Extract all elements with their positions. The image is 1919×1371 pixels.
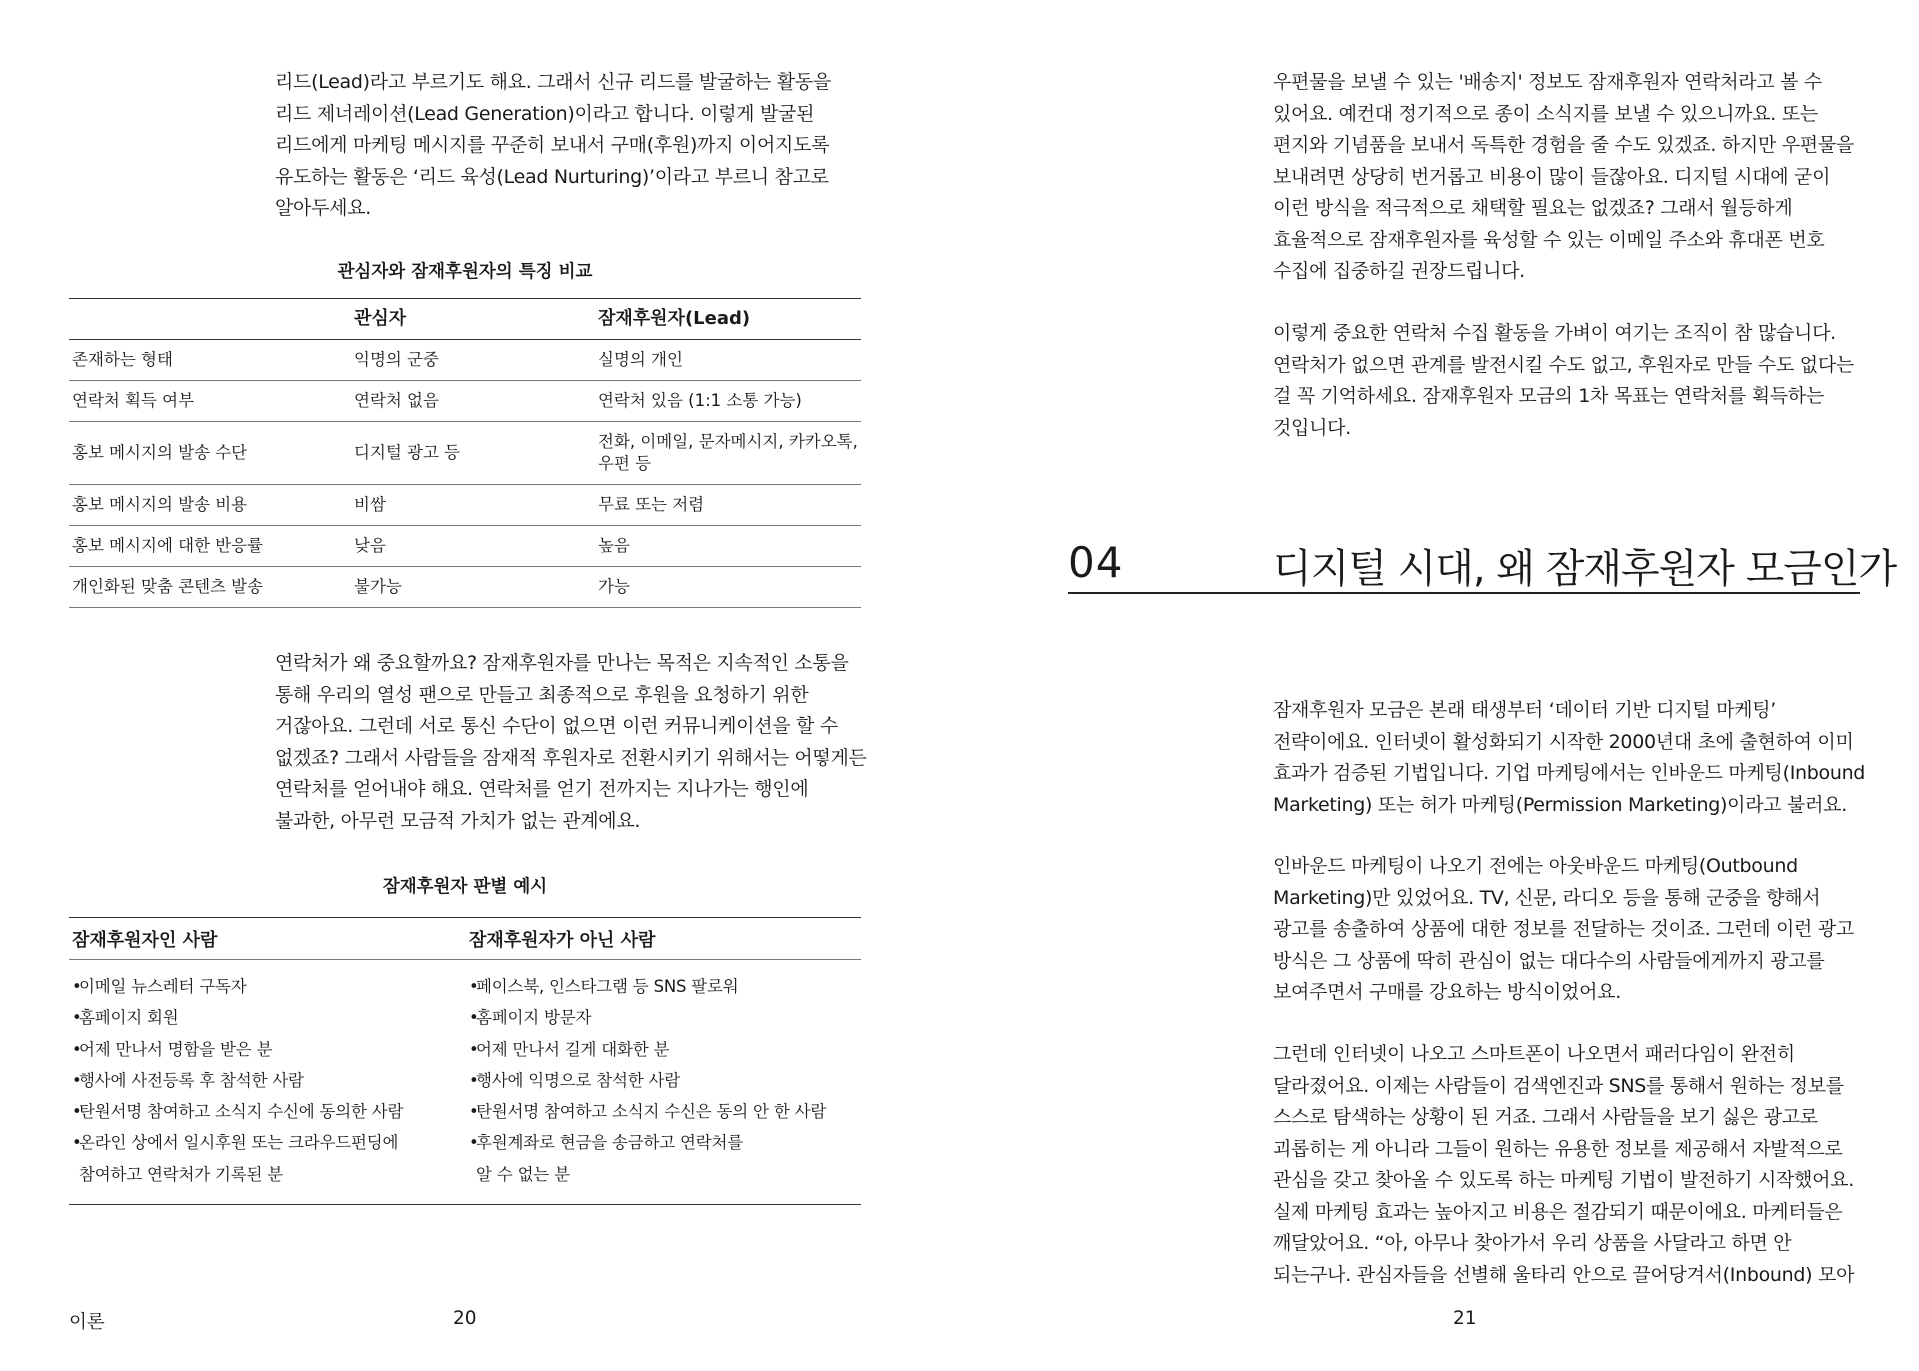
text-line: 불과한, 아무런 모금적 가치가 없는 관계에요.: [275, 809, 641, 832]
table-cell: 비쌈: [354, 495, 386, 514]
table-row: [69, 526, 861, 567]
list-item: • 홈페이지 방문자: [466, 1002, 861, 1033]
top-paragraph-1: [1273, 67, 1854, 288]
table-cell: 낮음: [354, 536, 386, 555]
table-header-cell: 잠재후원자가 아닌 사람: [469, 929, 656, 951]
comparison-table: [69, 298, 861, 608]
text-line: 이렇게 중요한 연락처 수집 활동을 가벼이 여기는 조직이 참 많습니다.: [1273, 322, 1836, 344]
table-cell: 디지털 광고 등: [354, 443, 461, 462]
text-line: 스스로 탐색하는 상황이 된 거죠. 그래서 사람들을 보기 싫은 광고로: [1273, 1106, 1818, 1128]
text-line: 연락처를 얻어내야 해요. 연락처를 얻기 전까지는 지나가는 행인에: [275, 778, 809, 800]
table-row: [69, 567, 861, 608]
text-line: 되는구나. 관심자들을 선별해 울타리 안으로 끌어당겨서(Inbound) 모아: [1273, 1263, 1855, 1286]
lead-examples-table: [69, 917, 861, 1205]
list-item: • 후원계좌로 현금을 송금하고 연락처를 알 수 없는 분: [466, 1127, 861, 1190]
text-line: 전략이에요. 인터넷이 활성화되기 시작한 2000년대 초에 출현하여 이미: [1273, 730, 1854, 753]
table-header-cell: 잠재후원자(Lead): [598, 308, 751, 329]
table-cell: 연락처 있음 (1:1 소통 가능): [598, 391, 802, 410]
list-item: • 이메일 뉴스레터 구독자: [69, 971, 466, 1002]
table-row: [69, 381, 861, 422]
list-item: • 탄원서명 참여하고 소식지 수신에 동의한 사람: [69, 1096, 466, 1127]
text-line: 광고를 송출하여 상품에 대한 정보를 전달하는 것이죠. 그런데 이런 광고: [1273, 918, 1854, 940]
table-cell: 연락처 획득 여부: [72, 391, 195, 410]
text-line: 인바운드 마케팅이 나오기 전에는 아웃바운드 마케팅(Outbound: [1273, 855, 1798, 877]
table-header-cell: 관심자: [354, 308, 407, 329]
list-item: • 어제 만나서 명함을 받은 분: [69, 1034, 466, 1065]
table-header-cell: 잠재후원자인 사람: [72, 929, 218, 951]
list-item: • 행사에 사전등록 후 참석한 사람: [69, 1065, 466, 1096]
text-line: 리드(Lead)라고 부르기도 해요. 그래서 신규 리드를 발굴하는 활동을: [275, 71, 831, 93]
list-item: • 탄원서명 참여하고 소식지 수신은 동의 안 한 사람: [466, 1096, 861, 1127]
body-paragraph-3: [1273, 1039, 1854, 1291]
text-line: 연락처가 없으면 관계를 발전시킬 수도 없고, 후원자로 만들 수도 없다는: [1273, 353, 1854, 376]
page-number: 21: [1453, 1308, 1477, 1329]
table-cell: 홍보 메시지에 대한 반응률: [72, 536, 264, 555]
chapter-divider: [1068, 592, 1860, 594]
table-cell: 홍보 메시지의 발송 비용: [72, 495, 248, 514]
comparison-table-header: [69, 298, 861, 340]
text-line: 연락처가 왜 중요할까요? 잠재후원자를 만나는 목적은 지속적인 소통을: [275, 652, 849, 674]
non-leads-column: [466, 971, 861, 1190]
intro-paragraph: [275, 67, 831, 225]
text-line: 효과가 검증된 기법입니다. 기업 마케팅에서는 인바운드 마케팅(Inbound: [1273, 762, 1866, 784]
text-line: 리드에게 마케팅 메시지를 꾸준히 보내서 구매(후원)까지 이어지도록: [275, 134, 830, 156]
text-line: 리드 제너레이션(Lead Generation)이라고 합니다. 이렇게 발굴된: [275, 102, 815, 125]
text-line: Marketing) 또는 허가 마케팅(Permission Marketing)이라고 불러요.: [1273, 793, 1847, 816]
text-line: 실제 마케팅 효과는 높아지고 비용은 절감되기 때문이에요. 마케터들은: [1273, 1200, 1843, 1223]
lead-table-caption: 잠재후원자 판별 예시: [382, 877, 548, 897]
body-paragraph-2: [1273, 851, 1854, 1009]
chapter-number: 04: [1068, 538, 1124, 587]
table-cell: 홍보 메시지의 발송 수단: [72, 443, 248, 462]
table-row: [69, 422, 861, 485]
text-line: 보여주면서 구매를 강요하는 방식이었어요.: [1273, 981, 1621, 1003]
table-cell: 개인화된 맞춤 콘텐츠 발송: [72, 577, 264, 596]
text-line: 보내려면 상당히 번거롭고 비용이 많이 들잖아요. 디지털 시대에 굳이: [1273, 165, 1831, 188]
text-line: 효율적으로 잠재후원자를 육성할 수 있는 이메일 주소와 휴대폰 번호: [1273, 228, 1825, 251]
footer-section-label: 이론: [69, 1312, 105, 1333]
leads-column: [69, 971, 466, 1190]
text-line: 편지와 기념품을 보내서 독특한 경험을 줄 수도 있겠죠. 하지만 우편물을: [1273, 134, 1854, 156]
text-line: 알아두세요.: [275, 197, 372, 219]
table-cell: 연락처 없음: [354, 391, 439, 410]
text-line: 그런데 인터넷이 나오고 스마트폰이 나오면서 패러다임이 완전히: [1273, 1043, 1795, 1065]
text-line: 깨달았어요. “아, 아무나 찾아가서 우리 상품을 사달라고 하면 안: [1273, 1232, 1792, 1254]
table-row: [69, 340, 861, 381]
text-line: Marketing)만 있었어요. TV, 신문, 라디오 등을 통해 군중을 향해서: [1273, 886, 1821, 909]
text-line: 걸 꼭 기억하세요. 잠재후원자 모금의 1차 목표는 연락처를 획득하는: [1273, 385, 1824, 407]
body-paragraph-1: [1273, 695, 1865, 821]
text-line: 것입니다.: [1273, 416, 1351, 439]
table-cell: 실명의 개인: [598, 350, 683, 369]
list-item: • 온라인 상에서 일시후원 또는 크라우드펀딩에 참여하고 연락처가 기록된 분: [69, 1127, 466, 1190]
list-item: • 페이스북, 인스타그램 등 SNS 팔로워: [466, 971, 861, 1002]
text-line: 통해 우리의 열성 팬으로 만들고 최종적으로 후원을 요청하기 위한: [275, 683, 809, 706]
table-cell: 높음: [598, 536, 630, 555]
list-item: • 행사에 익명으로 참석한 사람: [466, 1065, 861, 1096]
table-cell: 존재하는 형태: [72, 350, 173, 369]
comparison-table-caption: 관심자와 잠재후원자의 특징 비교: [337, 262, 593, 282]
text-line: 있어요. 예컨대 정기적으로 종이 소식지를 보낼 수 있으니까요. 또는: [1273, 102, 1818, 125]
table-cell: 불가능: [354, 577, 402, 596]
text-line: 잠재후원자 모금은 본래 태생부터 ‘데이터 기반 디지털 마케팅’: [1273, 699, 1777, 721]
text-line: 방식은 그 상품에 딱히 관심이 없는 대다수의 사람들에게까지 광고를: [1273, 949, 1825, 972]
text-line: 유도하는 활동은 ‘리드 육성(Lead Nurturing)’이라고 부르니 참고로: [275, 165, 829, 188]
table-cell: 익명의 군중: [354, 350, 439, 369]
text-line: 거잖아요. 그런데 서로 통신 수단이 없으면 이런 커뮤니케이션을 할 수: [275, 715, 838, 737]
table-cell: 가능: [598, 577, 630, 596]
text-line: 달라졌어요. 이제는 사람들이 검색엔진과 SNS를 통해서 원하는 정보를: [1273, 1074, 1844, 1097]
list-item: • 어제 만나서 길게 대화한 분: [466, 1034, 861, 1065]
text-line: 수집에 집중하길 권장드립니다.: [1273, 260, 1525, 282]
text-line: 우편물을 보낼 수 있는 '배송지' 정보도 잠재후원자 연락처라고 볼 수: [1273, 71, 1822, 93]
chapter-title: 디지털 시대, 왜 잠재후원자 모금인가: [1273, 546, 1897, 592]
page-number: 20: [453, 1308, 477, 1329]
text-line: 괴롭히는 게 아니라 그들이 원하는 유용한 정보를 제공해서 자발적으로: [1273, 1137, 1843, 1160]
lead-table-header: [69, 918, 861, 960]
list-item: • 홈페이지 회원: [69, 1002, 466, 1033]
text-line: 관심을 갖고 찾아올 수 있도록 하는 마케팅 기법이 발전하기 시작했어요.: [1273, 1169, 1854, 1191]
text-line: 이런 방식을 적극적으로 채택할 필요는 없겠죠? 그래서 월등하게: [1273, 197, 1793, 219]
middle-paragraph: [275, 648, 867, 837]
top-paragraph-2: [1273, 318, 1854, 444]
text-line: 없겠죠? 그래서 사람들을 잠재적 후원자로 전환시키기 위해서는 어떻게든: [275, 746, 867, 769]
table-cell: 무료 또는 저렴: [598, 495, 705, 514]
table-row: [69, 485, 861, 526]
table-cell: 전화, 이메일, 문자메시지, 카카오톡, 우편 등: [598, 432, 858, 473]
